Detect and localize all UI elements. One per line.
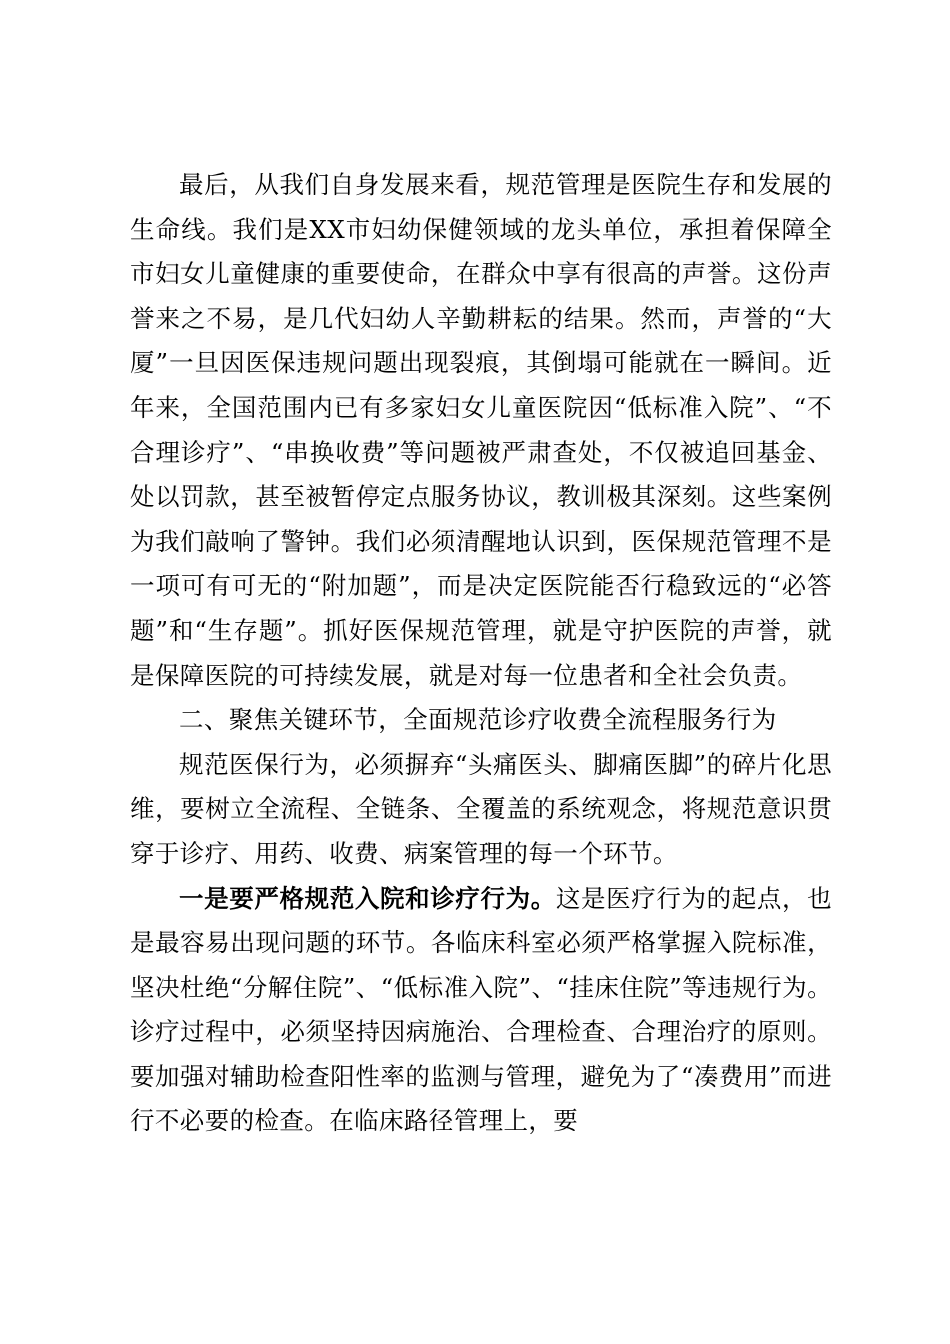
section-heading-two: 二、聚焦关键环节，全面规范诊疗收费全流程服务行为: [179, 705, 777, 735]
paragraph-body-text: 这是医疗行为的起点，也是最容易出现问题的环节。各临床科室必须严格掌握入院标准，坚决杜绝“分解住院”、“低标准入院”、“挂床住院”等违规行为。诊疗过程中，必须坚持因病施治、合理检查、合理治疗的原则。要加强对辅助检查阳性率的监测与管理，避免为了“凑费用”而进行不必要的检查。在临床路径管理上，要: [130, 883, 832, 1136]
paragraph-standardize-behavior: 规范医保行为，必须摒弃“头痛医头、脚痛医脚”的碎片化思维，要树立全流程、全链条、全覆盖的系统观念，将规范意识贯穿于诊疗、用药、收费、病案管理的每一个环节。: [130, 749, 832, 868]
paragraph-self-development: 最后，从我们自身发展来看，规范管理是医院生存和发展的生命线。我们是XX市妇幼保健领域的龙头单位，承担着保障全市妇女儿童健康的重要使命，在群众中享有很高的声誉。这份声誉来之不易，是几代妇幼人辛勤耕耘的结果。然而，声誉的“大厦”一旦因医保违规问题出现裂痕，其倒塌可能就在一瞬间。近年来，全国范围内已有多家妇女儿童医院因“低标准入院”、“不合理诊疗”、“串换收费”等问题被严肃查处，不仅被追回基金、处以罚款，甚至被暂停定点服务协议，教训极其深刻。这些案例为我们敲响了警钟。我们必须清醒地认识到，医保规范管理不是一项可有可无的“附加题”，而是决定医院能否行稳致远的“必答题”和“生存题”。抓好医保规范管理，就是守护医院的声誉，就是保障医院的可持续发展，就是对每一位患者和全社会负责。: [130, 170, 832, 690]
paragraph-admission-diagnosis: [130, 877, 832, 1145]
document-body: [130, 163, 832, 1144]
paragraph-lead-bold: 一是要严格规范入院和诊疗行为。: [179, 883, 556, 913]
